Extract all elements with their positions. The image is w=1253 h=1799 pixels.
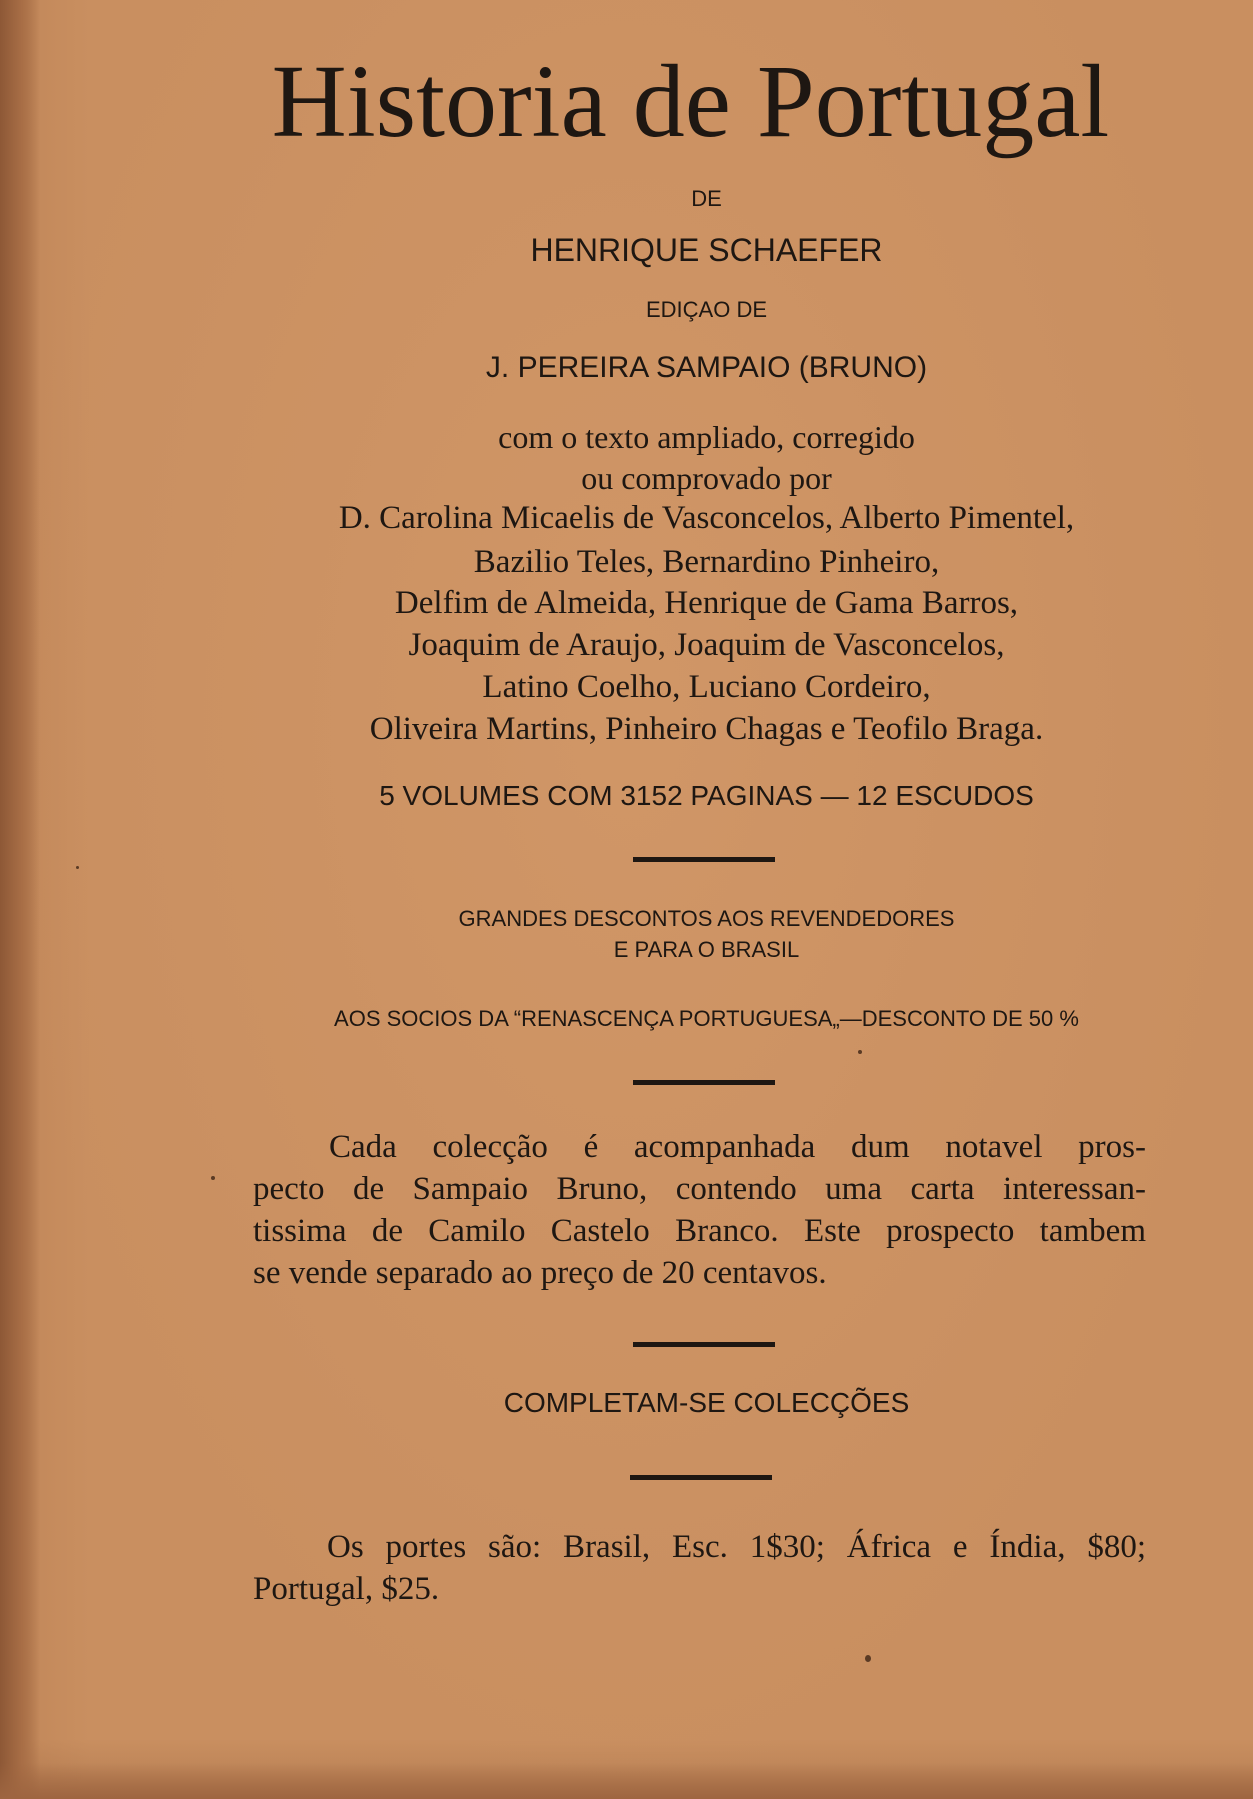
collaborators-line: Delfim de Almeida, Henrique de Gama Barros, xyxy=(394,585,1019,621)
postage-paragraph xyxy=(253,1526,1146,1610)
prospect-paragraph xyxy=(253,1126,1146,1294)
collaborators-line: Latino Coelho, Luciano Cordeiro, xyxy=(482,669,931,705)
paper-speck xyxy=(76,866,79,869)
collaborators-line: D. Carolina Micaelis de Vasconcelos, Alberto Pimentel, xyxy=(338,500,1075,536)
editor-name: J. PEREIRA SAMPAIO (BRUNO) xyxy=(485,351,928,384)
collections-note: COMPLETAM-SE COLECÇÕES xyxy=(503,1387,910,1418)
paper-bottom-edge xyxy=(0,1763,1253,1799)
paragraph-line: tissima de Camilo Castelo Branco. Este prospecto tambem xyxy=(253,1213,1146,1249)
paper-speck xyxy=(858,1050,862,1054)
paragraph-line: se vende separado ao preço de 20 centavos. xyxy=(253,1255,827,1291)
paragraph-line: pecto de Sampaio Bruno, contendo uma carta interessan- xyxy=(253,1171,1146,1207)
page-title: Historia de Portugal xyxy=(271,44,1110,159)
paper-speck xyxy=(211,1176,215,1180)
discount-line: GRANDES DESCONTOS AOS REVENDEDORES xyxy=(458,906,955,931)
author-name: HENRIQUE SCHAEFER xyxy=(530,232,883,268)
collaborators-line: Bazilio Teles, Bernardino Pinheiro, xyxy=(473,544,940,580)
edition-label: EDIÇAO DE xyxy=(645,297,768,322)
divider-rule xyxy=(630,1475,772,1480)
members-discount: AOS SOCIOS DA “RENASCENÇA PORTUGUESA„—DESCONTO DE 50 % xyxy=(334,1006,1079,1031)
by-label: DE xyxy=(691,186,722,211)
volumes-price: 5 VOLUMES COM 3152 PAGINAS — 12 ESCUDOS xyxy=(379,780,1034,811)
divider-rule xyxy=(633,857,775,862)
collaborators-line: com o texto ampliado, corregido xyxy=(498,419,915,455)
divider-rule xyxy=(633,1342,775,1347)
paragraph-line: Portugal, $25. xyxy=(253,1571,440,1607)
paper-left-edge xyxy=(0,0,40,1799)
collaborators-line: Oliveira Martins, Pinheiro Chagas e Teofilo Braga. xyxy=(369,711,1044,747)
discount-line: E PARA O BRASIL xyxy=(613,937,800,962)
paragraph-line: Os portes são: Brasil, Esc. 1$30; África e Índia, $80; xyxy=(327,1529,1146,1565)
collaborators-line: ou comprovado por xyxy=(581,460,832,496)
divider-rule xyxy=(633,1080,775,1085)
collaborators-line: Joaquim de Araujo, Joaquim de Vasconcelos, xyxy=(408,627,1005,663)
paper-speck xyxy=(865,1655,871,1662)
paragraph-line: Cada colecção é acompanhada dum notavel pros- xyxy=(329,1129,1146,1165)
